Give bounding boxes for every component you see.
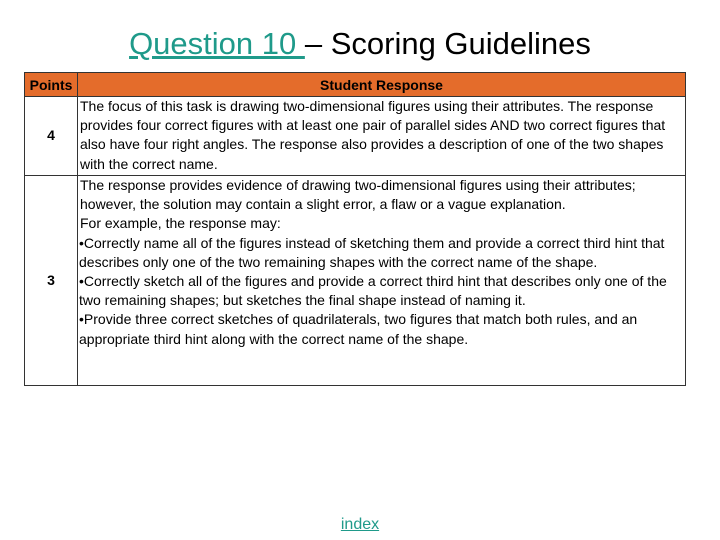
title-text: – Scoring Guidelines	[304, 26, 591, 61]
question-link[interactable]: Question 10	[129, 26, 305, 61]
response-cell	[78, 176, 686, 386]
points-cell: 3	[25, 176, 78, 386]
bullet-item: •Correctly name all of the figures instead of sketching them and provide a correct third hint that describes only one of the two remaining shapes with the correct name of the shape.	[79, 234, 665, 270]
points-cell: 4	[25, 97, 78, 176]
header-points: Points	[25, 73, 78, 97]
header-student-response: Student Response	[78, 73, 686, 97]
response-text: The focus of this task is drawing two-dimensional figures using their attributes. The response provides four correct figures with at least one pair of parallel sides AND two correct figures that also have four right angles. The response also provides a description of one of the two shapes with the correct name.	[80, 98, 666, 172]
bullet-item: •Correctly sketch all of the figures and provide a correct third hint that describes only one of the two remaining shapes; but sketches the final shape instead of naming it.	[79, 273, 667, 309]
page-title	[0, 24, 720, 64]
table-header-row	[25, 73, 686, 97]
bullet-item: •Provide three correct sketches of quadrilaterals, two figures that match both rules, and an appropriate third hint along with the correct name of the shape.	[79, 311, 638, 347]
table-row	[25, 97, 686, 176]
response-text: For example, the response may:	[80, 215, 281, 232]
index-link[interactable]: index	[340, 516, 380, 533]
response-text: The response provides evidence of drawing two-dimensional figures using their attributes; however, the solution may contain a slight error, a flaw or a vague explanation.	[80, 177, 636, 213]
scoring-table	[24, 72, 686, 386]
table-row	[25, 176, 686, 386]
response-cell	[78, 97, 686, 176]
